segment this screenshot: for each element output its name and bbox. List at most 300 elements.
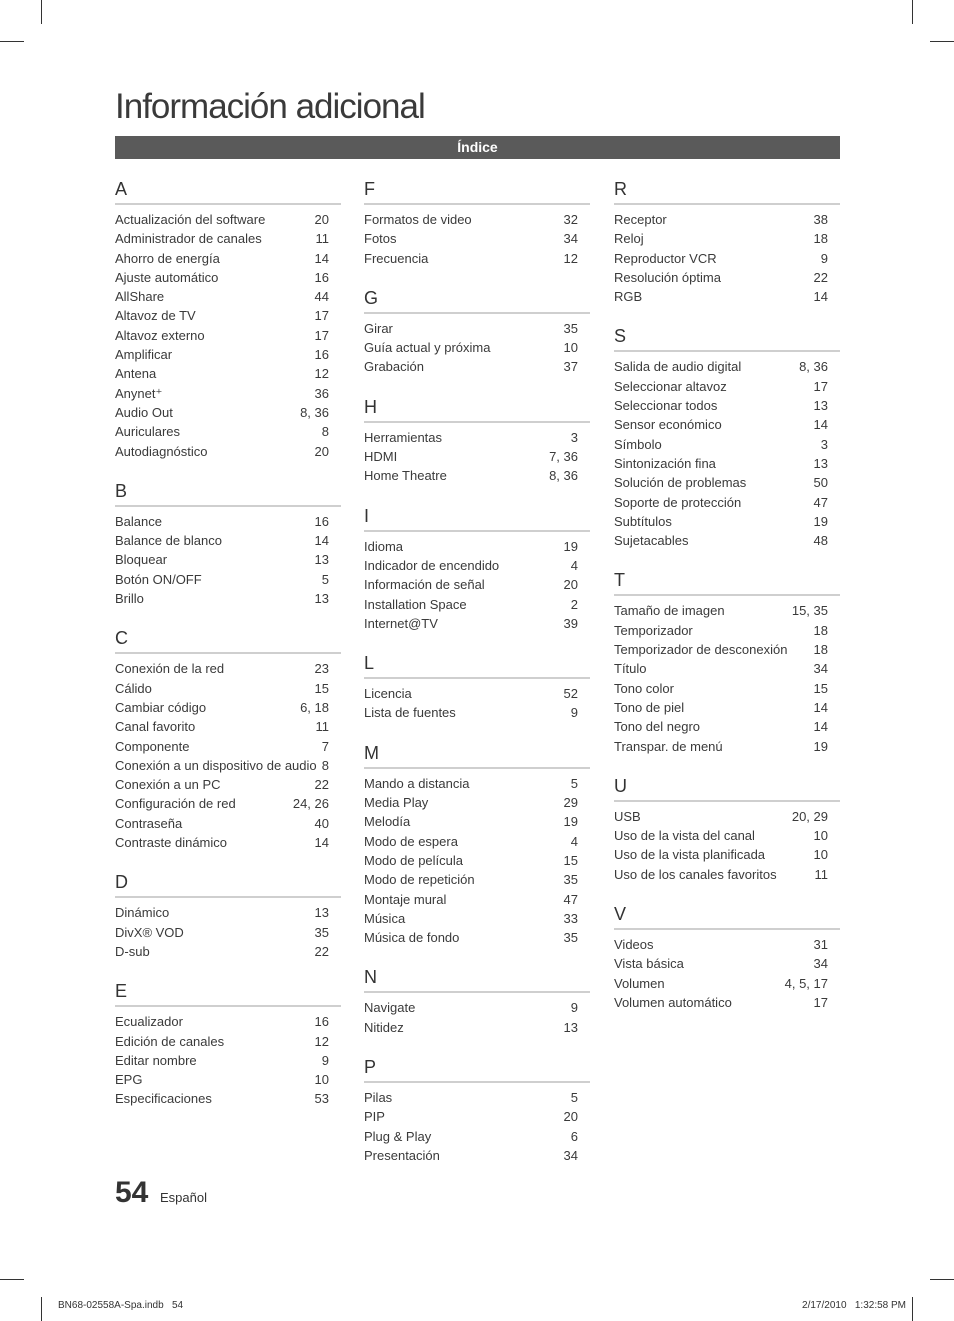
index-entry xyxy=(614,974,840,993)
entry-pages: 4 xyxy=(570,833,578,849)
entry-pages: 12 xyxy=(314,366,329,382)
index-entry xyxy=(364,614,590,633)
entry-pages: 15, 35 xyxy=(791,603,828,619)
entry-term: Altavoz de TV xyxy=(115,308,196,324)
entry-pages: 18 xyxy=(813,622,828,638)
index-entry xyxy=(614,473,840,492)
entry-term: Seleccionar altavoz xyxy=(614,378,727,394)
section-letter: C xyxy=(115,627,341,654)
entry-term: Temporizador xyxy=(614,622,693,638)
entry-term: Vista básica xyxy=(614,956,684,972)
entry-pages: 29 xyxy=(563,795,578,811)
section-letter: T xyxy=(614,569,840,596)
index-entry xyxy=(115,229,341,248)
entry-term: D-sub xyxy=(115,943,150,959)
index-entry xyxy=(614,268,840,287)
section-letter: M xyxy=(364,742,590,769)
entry-pages: 12 xyxy=(563,250,578,266)
entry-term: Grabación xyxy=(364,359,424,375)
entry-pages: 13 xyxy=(813,398,828,414)
entry-pages: 10 xyxy=(314,1072,329,1088)
entry-term: Altavoz externo xyxy=(115,327,205,343)
index-entry xyxy=(614,249,840,268)
entry-term: Conexión de la red xyxy=(115,661,225,677)
index-entry xyxy=(614,698,840,717)
entry-pages: 9 xyxy=(321,1052,329,1068)
index-entry xyxy=(364,249,590,268)
entry-pages: 9 xyxy=(570,1000,578,1016)
entry-term: Plug & Play xyxy=(364,1128,432,1144)
entry-pages: 35 xyxy=(314,924,329,940)
entry-pages: 20 xyxy=(314,212,329,227)
index-section xyxy=(614,569,840,755)
entry-term: AllShare xyxy=(115,289,165,305)
entry-term: Tamaño de imagen xyxy=(614,603,725,619)
entry-pages: 5 xyxy=(321,571,329,587)
entry-pages: 19 xyxy=(563,538,578,554)
entry-pages: 7, 36 xyxy=(549,449,578,465)
index-entry xyxy=(614,807,840,826)
entry-term: Dinámico xyxy=(115,905,170,921)
index-entry xyxy=(614,865,840,884)
index-entry xyxy=(364,832,590,851)
index-entry xyxy=(614,531,840,550)
entry-term: Balance de blanco xyxy=(115,533,222,549)
entry-term: Fotos xyxy=(364,231,397,247)
index-entry xyxy=(364,1127,590,1146)
entry-pages: 5 xyxy=(570,775,578,791)
entry-term: Símbolo xyxy=(614,436,662,452)
entry-pages: 10 xyxy=(813,828,828,844)
section-letter: P xyxy=(364,1056,590,1083)
section-letter: S xyxy=(614,325,840,352)
entry-term: Home Theatre xyxy=(364,468,447,484)
index-entry xyxy=(614,935,840,954)
entry-term: Tono color xyxy=(614,680,674,696)
entry-term: Auriculares xyxy=(115,424,181,440)
index-entry xyxy=(614,287,840,306)
entry-pages: 3 xyxy=(820,436,828,452)
entry-pages: 3 xyxy=(570,429,578,445)
entry-term: Contraseña xyxy=(115,815,183,831)
entry-term: Ahorro de energía xyxy=(115,250,220,266)
index-entry xyxy=(364,909,590,928)
entry-term: Herramientas xyxy=(364,429,443,445)
entry-pages: 20 xyxy=(314,443,329,459)
index-entry xyxy=(614,357,840,376)
index-entry xyxy=(115,1012,341,1031)
entry-pages: 19 xyxy=(563,814,578,830)
entry-pages: 32 xyxy=(563,212,578,227)
entry-term: Pilas xyxy=(364,1090,393,1106)
index-entry xyxy=(364,338,590,357)
index-entry xyxy=(364,210,590,229)
entry-pages: 39 xyxy=(563,615,578,631)
entry-term: Cálido xyxy=(115,680,152,696)
entry-term: Música xyxy=(364,910,406,926)
index-entry xyxy=(364,466,590,485)
entry-pages: 8, 36 xyxy=(549,468,578,484)
entry-pages: 7 xyxy=(321,738,329,754)
index-column-3 xyxy=(614,178,840,1031)
entry-term: Anynet⁺ xyxy=(115,385,163,401)
index-entry xyxy=(115,923,341,942)
entry-pages: 11 xyxy=(315,719,329,735)
entry-pages: 34 xyxy=(813,661,828,677)
crop-mark xyxy=(41,0,42,24)
index-entry xyxy=(115,903,341,922)
index-entry xyxy=(364,319,590,338)
entry-pages: 35 xyxy=(563,930,578,946)
index-entry xyxy=(115,531,341,550)
entry-pages: 38 xyxy=(813,212,828,227)
entry-term: Modo de espera xyxy=(364,833,458,849)
section-letter: D xyxy=(115,871,341,898)
entry-pages: 8, 36 xyxy=(300,404,329,420)
index-entry xyxy=(115,306,341,325)
entry-term: Navigate xyxy=(364,1000,416,1016)
entry-term: Brillo xyxy=(115,591,144,607)
entry-term: HDMI xyxy=(364,449,398,465)
section-letter: G xyxy=(364,287,590,314)
index-entry xyxy=(115,249,341,268)
index-entry xyxy=(614,737,840,756)
entry-term: Conexión a un dispositivo de audio xyxy=(115,757,317,773)
entry-term: Volumen xyxy=(614,975,665,991)
entry-term: Botón ON/OFF xyxy=(115,571,202,587)
entry-pages: 16 xyxy=(314,1014,329,1030)
entry-term: PIP xyxy=(364,1109,385,1125)
section-letter: R xyxy=(614,178,840,205)
entry-pages: 44 xyxy=(314,289,329,305)
index-entry xyxy=(614,229,840,248)
entry-term: Administrador de canales xyxy=(115,231,262,247)
entry-term: Bloquear xyxy=(115,552,168,568)
section-letter: I xyxy=(364,505,590,532)
entry-pages: 47 xyxy=(813,494,828,510)
entry-pages: 35 xyxy=(563,320,578,336)
page-title: Información adicional xyxy=(115,87,425,126)
section-letter: F xyxy=(364,178,590,205)
entry-pages: 17 xyxy=(813,378,828,394)
index-entry xyxy=(364,890,590,909)
entry-pages: 8, 36 xyxy=(799,359,828,375)
entry-pages: 10 xyxy=(563,340,578,356)
index-section xyxy=(115,480,341,608)
entry-term: Editar nombre xyxy=(115,1052,197,1068)
index-entry xyxy=(364,774,590,793)
entry-pages: 16 xyxy=(314,513,329,529)
entry-term: USB xyxy=(614,808,641,824)
section-letter: A xyxy=(115,178,341,205)
entry-term: Volumen automático xyxy=(614,994,732,1010)
index-entry xyxy=(364,428,590,447)
entry-term: Uso de la vista planificada xyxy=(614,847,766,863)
entry-term: Nitidez xyxy=(364,1019,404,1035)
index-entry xyxy=(115,814,341,833)
index-section xyxy=(115,627,341,852)
entry-term: Soporte de protección xyxy=(614,494,742,510)
entry-pages: 53 xyxy=(314,1091,329,1107)
entry-pages: 14 xyxy=(813,719,828,735)
index-entry xyxy=(115,737,341,756)
entry-term: Mando a distancia xyxy=(364,775,470,791)
index-entry xyxy=(614,435,840,454)
index-entry xyxy=(364,793,590,812)
entry-pages: 20 xyxy=(563,577,578,593)
index-entry xyxy=(614,377,840,396)
entry-term: RGB xyxy=(614,289,643,305)
entry-pages: 23 xyxy=(314,661,329,677)
entry-pages: 9 xyxy=(570,705,578,721)
index-section xyxy=(614,775,840,884)
entry-pages: 19 xyxy=(813,513,828,529)
entry-term: Uso de la vista del canal xyxy=(614,828,755,844)
entry-pages: 15 xyxy=(314,680,329,696)
index-entry xyxy=(115,442,341,461)
entry-pages: 20, 29 xyxy=(791,808,828,824)
entry-term: Tono del negro xyxy=(614,719,701,735)
entry-term: Actualización del software xyxy=(115,212,266,227)
entry-term: Media Play xyxy=(364,795,429,811)
entry-pages: 14 xyxy=(314,533,329,549)
entry-pages: 52 xyxy=(563,686,578,702)
entry-pages: 37 xyxy=(563,359,578,375)
entry-term: Montaje mural xyxy=(364,891,447,907)
entry-pages: 16 xyxy=(314,269,329,285)
index-entry xyxy=(364,447,590,466)
index-entry xyxy=(364,1146,590,1165)
entry-term: Indicador de encendido xyxy=(364,557,500,573)
index-entry xyxy=(614,621,840,640)
index-entry xyxy=(614,826,840,845)
entry-term: Sujetacables xyxy=(614,533,689,549)
entry-term: EPG xyxy=(115,1072,143,1088)
index-entry xyxy=(614,601,840,620)
index-entry xyxy=(364,556,590,575)
entry-term: Autodiagnóstico xyxy=(115,443,208,459)
index-entry xyxy=(614,717,840,736)
index-entry xyxy=(115,1051,341,1070)
section-letter: U xyxy=(614,775,840,802)
crop-mark xyxy=(930,1279,954,1280)
entry-term: Modo de película xyxy=(364,852,464,868)
entry-term: Guía actual y próxima xyxy=(364,340,491,356)
entry-term: Sensor económico xyxy=(614,417,722,433)
index-entry xyxy=(614,845,840,864)
index-entry xyxy=(115,345,341,364)
entry-term: Seleccionar todos xyxy=(614,398,718,414)
entry-term: Salida de audio digital xyxy=(614,359,742,375)
index-column-1 xyxy=(115,178,341,1128)
entry-pages: 22 xyxy=(314,777,329,793)
page-number: 54 xyxy=(115,1176,149,1209)
index-section xyxy=(364,396,590,486)
entry-term: Configuración de red xyxy=(115,796,236,812)
entry-term: Antena xyxy=(115,366,157,382)
crop-mark xyxy=(0,41,24,42)
entry-pages: 14 xyxy=(813,417,828,433)
entry-term: Reloj xyxy=(614,231,644,247)
entry-pages: 13 xyxy=(314,905,329,921)
index-entry xyxy=(364,357,590,376)
section-letter: N xyxy=(364,966,590,993)
index-entry xyxy=(614,954,840,973)
entry-term: Transpar. de menú xyxy=(614,738,723,754)
entry-term: Internet@TV xyxy=(364,615,438,631)
entry-term: Reproductor VCR xyxy=(614,250,717,266)
entry-pages: 8 xyxy=(321,424,329,440)
entry-pages: 13 xyxy=(813,455,828,471)
crop-mark xyxy=(912,1297,913,1321)
index-section xyxy=(364,287,590,377)
entry-pages: 40 xyxy=(314,815,329,831)
index-entry xyxy=(364,812,590,831)
index-entry xyxy=(614,679,840,698)
index-section xyxy=(614,178,840,306)
entry-term: Temporizador de desconexión xyxy=(614,642,788,658)
entry-term: Receptor xyxy=(614,212,667,227)
entry-pages: 15 xyxy=(813,680,828,696)
index-entry xyxy=(115,698,341,717)
index-entry xyxy=(614,640,840,659)
entry-pages: 10 xyxy=(813,847,828,863)
entry-pages: 14 xyxy=(813,289,828,305)
index-section xyxy=(614,903,840,1012)
index-entry xyxy=(364,998,590,1017)
index-entry xyxy=(364,1018,590,1037)
entry-pages: 6, 18 xyxy=(300,699,329,715)
entry-term: Música de fondo xyxy=(364,930,460,946)
entry-term: Edición de canales xyxy=(115,1033,225,1049)
index-entry xyxy=(364,575,590,594)
index-entry xyxy=(115,570,341,589)
index-section xyxy=(364,652,590,723)
entry-pages: 19 xyxy=(813,738,828,754)
index-entry xyxy=(115,794,341,813)
entry-pages: 20 xyxy=(563,1109,578,1125)
entry-pages: 13 xyxy=(314,552,329,568)
entry-pages: 8 xyxy=(321,757,329,773)
section-letter: V xyxy=(614,903,840,930)
index-entry xyxy=(115,942,341,961)
entry-pages: 6 xyxy=(570,1128,578,1144)
entry-pages: 13 xyxy=(563,1019,578,1035)
entry-pages: 18 xyxy=(813,642,828,658)
entry-term: Solución de problemas xyxy=(614,475,747,491)
entry-pages: 18 xyxy=(813,231,828,247)
index-entry xyxy=(115,1070,341,1089)
entry-term: Videos xyxy=(614,937,654,953)
entry-term: Modo de repetición xyxy=(364,872,475,888)
index-entry xyxy=(115,775,341,794)
section-letter: L xyxy=(364,652,590,679)
entry-term: Audio Out xyxy=(115,404,173,420)
section-letter: E xyxy=(115,980,341,1007)
entry-term: Uso de los canales favoritos xyxy=(614,866,777,882)
page-language: Español xyxy=(160,1190,207,1205)
entry-pages: 50 xyxy=(813,475,828,491)
index-section xyxy=(115,980,341,1108)
index-entry xyxy=(614,210,840,229)
footer-file-info: BN68-02558A-Spa.indb 54 xyxy=(58,1300,184,1311)
index-entry xyxy=(364,870,590,889)
entry-term: Sintonización fina xyxy=(614,455,716,471)
entry-pages: 13 xyxy=(314,591,329,607)
crop-mark xyxy=(41,1297,42,1321)
entry-pages: 17 xyxy=(314,308,329,324)
index-entry xyxy=(614,993,840,1012)
entry-pages: 17 xyxy=(314,327,329,343)
entry-pages: 9 xyxy=(820,250,828,266)
entry-term: Canal favorito xyxy=(115,719,196,735)
index-entry xyxy=(364,703,590,722)
index-section xyxy=(364,505,590,633)
entry-pages: 11 xyxy=(315,231,329,247)
entry-term: Especificaciones xyxy=(115,1091,212,1107)
index-entry xyxy=(115,679,341,698)
index-entry xyxy=(115,550,341,569)
index-entry xyxy=(614,454,840,473)
entry-pages: 22 xyxy=(813,269,828,285)
entry-term: Licencia xyxy=(364,686,412,702)
entry-term: Installation Space xyxy=(364,596,467,612)
entry-pages: 17 xyxy=(813,994,828,1010)
entry-term: Balance xyxy=(115,513,162,529)
entry-pages: 22 xyxy=(314,943,329,959)
index-entry xyxy=(115,287,341,306)
index-entry xyxy=(614,415,840,434)
index-section xyxy=(364,178,590,268)
entry-pages: 48 xyxy=(813,533,828,549)
index-entry xyxy=(115,589,341,608)
index-section xyxy=(115,178,341,461)
index-entry xyxy=(614,659,840,678)
entry-pages: 47 xyxy=(563,891,578,907)
index-entry xyxy=(115,210,341,229)
entry-pages: 4, 5, 17 xyxy=(784,975,828,991)
entry-term: Componente xyxy=(115,738,190,754)
index-section xyxy=(364,742,590,948)
entry-term: Resolución óptima xyxy=(614,269,721,285)
index-section xyxy=(364,966,590,1037)
index-banner: Índice xyxy=(115,136,840,159)
entry-pages: 14 xyxy=(314,835,329,851)
index-entry xyxy=(115,268,341,287)
index-entry xyxy=(115,1089,341,1108)
index-entry xyxy=(364,537,590,556)
index-entry xyxy=(614,396,840,415)
entry-term: Melodía xyxy=(364,814,411,830)
index-section xyxy=(614,325,840,550)
index-entry xyxy=(364,595,590,614)
entry-pages: 2 xyxy=(570,596,578,612)
index-entry xyxy=(115,756,341,775)
entry-term: Cambiar código xyxy=(115,699,207,715)
index-entry xyxy=(614,493,840,512)
index-entry xyxy=(115,659,341,678)
section-letter: B xyxy=(115,480,341,507)
index-entry xyxy=(115,384,341,403)
entry-term: DivX® VOD xyxy=(115,924,184,940)
crop-mark xyxy=(930,41,954,42)
entry-term: Ecualizador xyxy=(115,1014,183,1030)
index-entry xyxy=(115,1032,341,1051)
entry-term: Tono de piel xyxy=(614,699,685,715)
entry-term: Frecuencia xyxy=(364,250,429,266)
index-entry xyxy=(115,422,341,441)
entry-pages: 5 xyxy=(570,1090,578,1106)
